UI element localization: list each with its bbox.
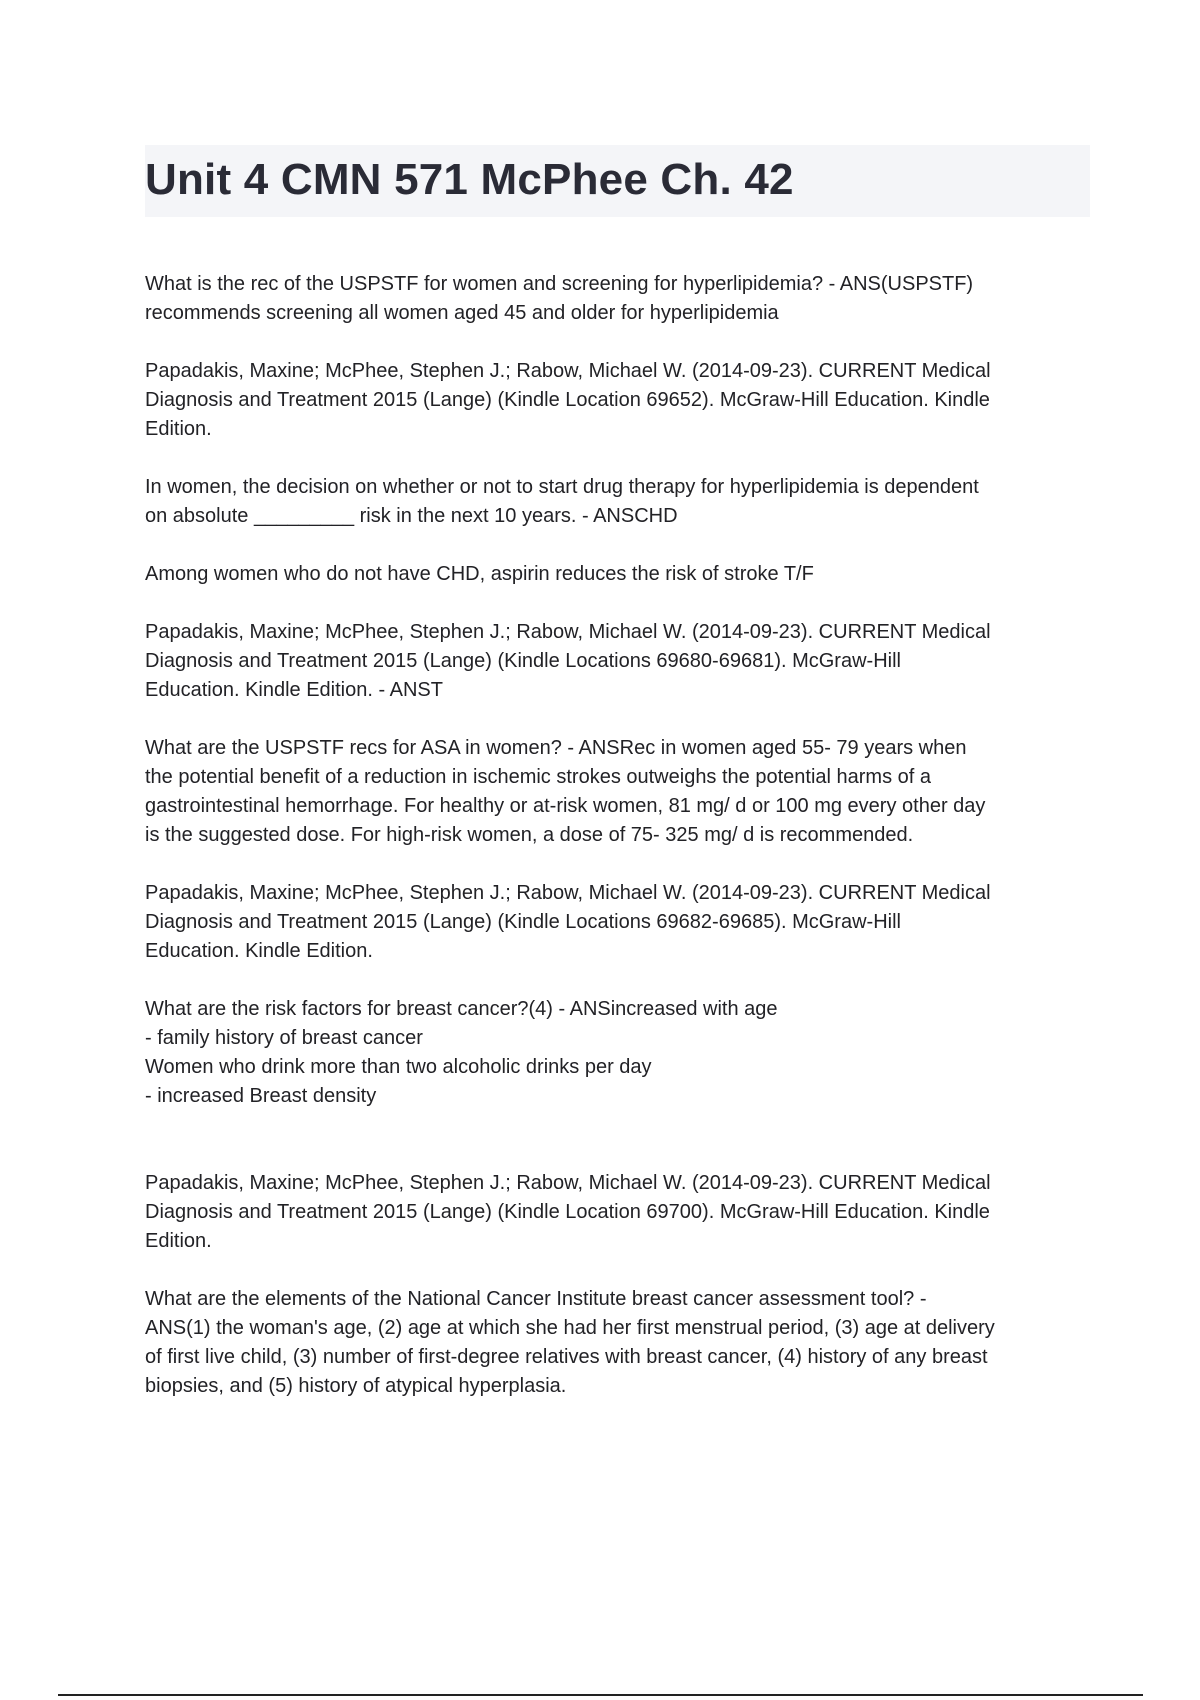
text-line: of first live child, (3) number of first-degree relatives with breast cancer, (4) history of any breast [145,1346,988,1368]
paragraph-citation-69682 [145,879,1090,966]
text-line: What is the rec of the USPSTF for women and screening for hyperlipidemia? - ANS(USPSTF) [145,273,974,295]
text-line: biopsies, and (5) history of atypical hyperplasia. [145,1375,567,1397]
text-line: Education. Kindle Edition. - ANST [145,679,443,701]
text-line: Edition. [145,1230,212,1252]
text-line: the potential benefit of a reduction in ischemic strokes outweighs the potential harms of a [145,766,932,788]
text-line: Diagnosis and Treatment 2015 (Lange) (Kindle Locations 69680-69681). McGraw-Hill [145,650,901,672]
text-line: Papadakis, Maxine; McPhee, Stephen J.; Rabow, Michael W. (2014-09-23). CURRENT Medical [145,621,991,643]
text-line: What are the risk factors for breast cancer?(4) - ANSincreased with age [145,998,778,1020]
text-line: is the suggested dose. For high-risk women, a dose of 75- 325 mg/ d is recommended. [145,824,914,846]
paragraph-breast-cancer-risk [145,995,1090,1111]
text-line: recommends screening all women aged 45 and older for hyperlipidemia [145,302,779,324]
paragraph-citation-69700 [145,1169,1090,1256]
text-line: - family history of breast cancer [145,1027,423,1049]
text-line: gastrointestinal hemorrhage. For healthy or at-risk women, 81 mg/ d or 100 mg every other day [145,795,986,817]
paragraph-nci-assessment-tool [145,1285,1090,1401]
text-line: ANS(1) the woman's age, (2) age at which she had her first menstrual period, (3) age at delivery [145,1317,995,1339]
text-line: Women who drink more than two alcoholic drinks per day [145,1056,652,1078]
page-bottom-divider [58,1694,1143,1696]
text-line: Papadakis, Maxine; McPhee, Stephen J.; Rabow, Michael W. (2014-09-23). CURRENT Medical [145,882,991,904]
title-banner [145,145,1090,217]
text-line: on absolute _________ risk in the next 10 years. - ANSCHD [145,505,678,527]
text-line: What are the elements of the National Cancer Institute breast cancer assessment tool? - [145,1288,927,1310]
text-line: Diagnosis and Treatment 2015 (Lange) (Kindle Location 69700). McGraw-Hill Education. Kindle [145,1201,990,1223]
paragraph-uspstf-hyperlipidemia [145,270,1090,328]
text-line: Among women who do not have CHD, aspirin reduces the risk of stroke T/F [145,563,814,585]
document-body [145,270,1090,1430]
paragraph-citation-69652 [145,357,1090,444]
page-title: Unit 4 CMN 571 McPhee Ch. 42 [145,155,794,204]
text-line: What are the USPSTF recs for ASA in women? - ANSRec in women aged 55- 79 years when [145,737,967,759]
text-line: Papadakis, Maxine; McPhee, Stephen J.; Rabow, Michael W. (2014-09-23). CURRENT Medical [145,1172,991,1194]
text-line: Papadakis, Maxine; McPhee, Stephen J.; Rabow, Michael W. (2014-09-23). CURRENT Medical [145,360,991,382]
paragraph-drug-therapy-chd [145,473,1090,531]
text-line: Diagnosis and Treatment 2015 (Lange) (Kindle Locations 69682-69685). McGraw-Hill [145,911,901,933]
text-line: Diagnosis and Treatment 2015 (Lange) (Kindle Location 69652). McGraw-Hill Education. Kindle [145,389,990,411]
text-line: In women, the decision on whether or not to start drug therapy for hyperlipidemia is dependent [145,476,979,498]
blank-gap [145,1140,1090,1169]
paragraph-citation-69680 [145,618,1090,705]
paragraph-asa-recs [145,734,1090,850]
text-line: - increased Breast density [145,1085,377,1107]
text-line: Edition. [145,418,212,440]
text-line: Education. Kindle Edition. [145,940,373,962]
paragraph-aspirin-stroke [145,560,1090,589]
